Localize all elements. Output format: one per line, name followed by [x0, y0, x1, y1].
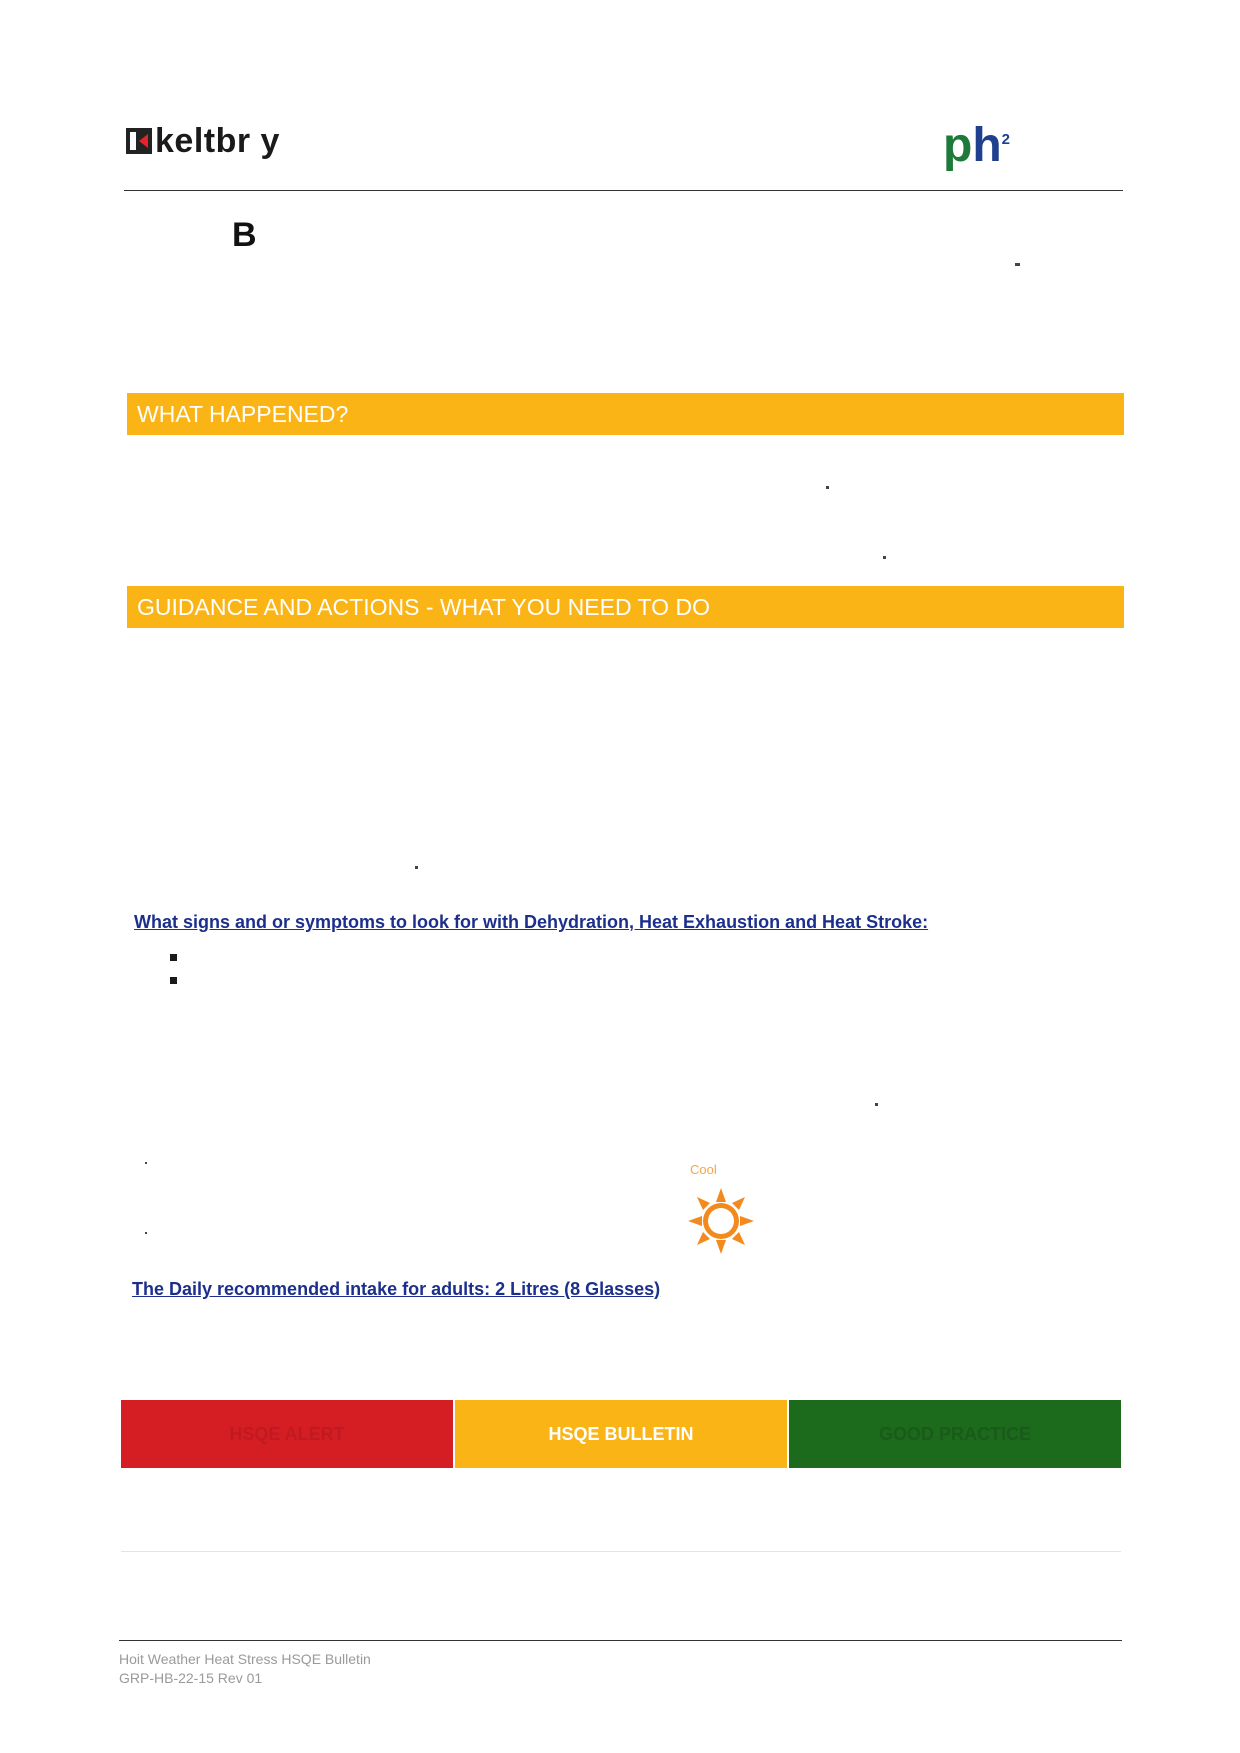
bulletin-type-band — [121, 1400, 1121, 1468]
bullet — [170, 977, 177, 984]
logo-right-h: h — [972, 119, 1002, 172]
section-guidance: GUIDANCE AND ACTIONS - WHAT YOU NEED TO DO — [127, 586, 1124, 628]
sun-caption: Cool — [690, 1162, 717, 1177]
logo-right-sup: 2 — [1001, 131, 1010, 148]
company-logo-text: keltbr y — [155, 122, 280, 160]
text-mark — [826, 486, 829, 489]
footer-document-ref: GRP-HB-22-15 Rev 01 — [119, 1670, 263, 1686]
hsqe-bulletin-cell: HSQE BULLETIN — [453, 1400, 789, 1468]
sun-icon — [686, 1186, 756, 1256]
company-logo-right — [943, 119, 1010, 172]
text-mark — [883, 556, 886, 559]
footer-rule — [119, 1640, 1122, 1641]
document-title: B — [232, 216, 257, 254]
signs-symptoms-heading: What signs and or symptoms to look for with Dehydration, Heat Exhaustion and Heat Stroke: — [134, 912, 929, 932]
company-logo-left — [126, 124, 280, 158]
text-mark — [875, 1103, 878, 1106]
section-what-happened: WHAT HAPPENED? — [127, 393, 1124, 435]
text-mark — [145, 1162, 147, 1164]
faint-divider — [121, 1551, 1121, 1552]
good-practice-cell: GOOD PRACTICE — [789, 1400, 1121, 1468]
header-rule — [124, 190, 1123, 191]
daily-intake-heading: The Daily recommended intake for adults: 2 Litres (8 Glasses) — [132, 1279, 661, 1299]
footer-document-title: Hoit Weather Heat Stress HSQE Bulletin — [119, 1651, 371, 1667]
hsqe-alert-cell: HSQE ALERT — [121, 1400, 453, 1468]
text-mark — [415, 866, 418, 869]
bullet — [170, 954, 177, 961]
logo-mark-icon — [126, 128, 152, 154]
logo-right-p: p — [943, 119, 973, 172]
text-mark — [145, 1232, 147, 1234]
header-mark — [1015, 263, 1020, 266]
